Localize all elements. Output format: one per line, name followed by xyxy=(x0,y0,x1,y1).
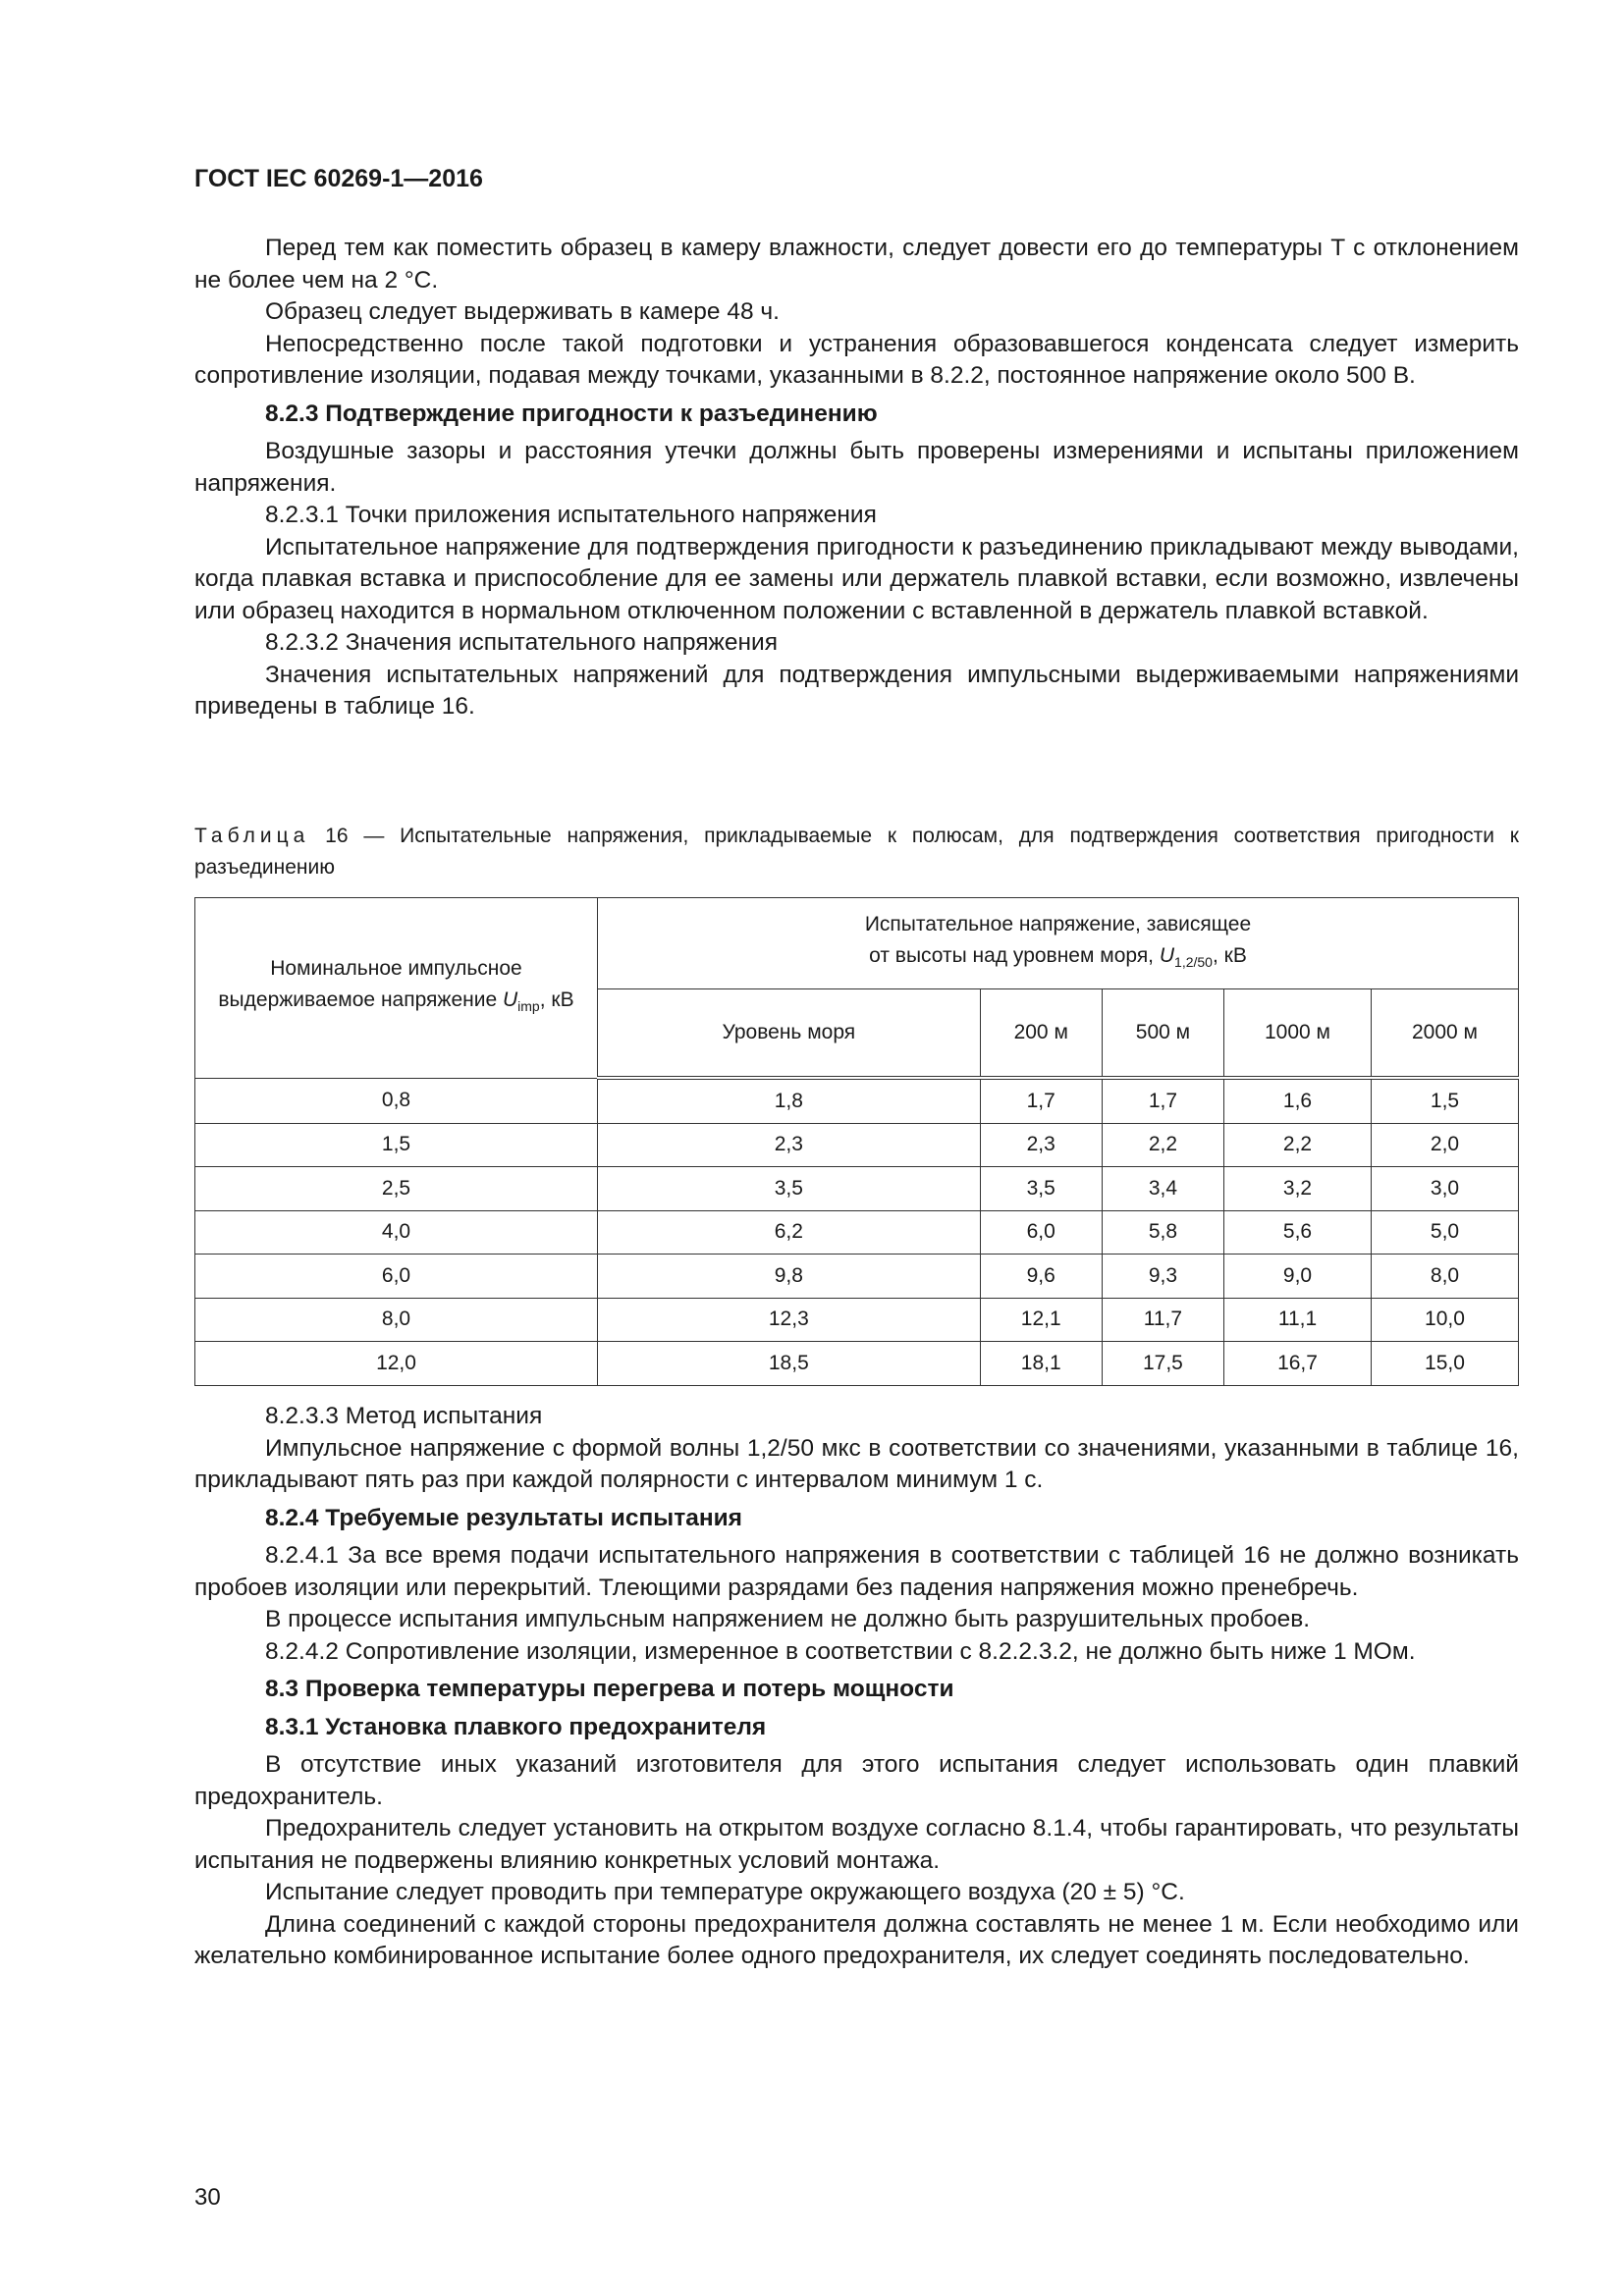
test-voltage-cell: 9,6 xyxy=(980,1255,1102,1299)
nominal-voltage-cell: 6,0 xyxy=(195,1255,598,1299)
column-header: 200 м xyxy=(980,989,1102,1079)
paragraph: Предохранитель следует установить на открытом воздухе согласно 8.1.4, чтобы гарантировать, что результаты испытания не подвержены влиянию конкретных условий монтажа. xyxy=(194,1815,1519,1874)
test-voltage-cell: 3,5 xyxy=(980,1167,1102,1211)
col0-header: Номинальное импульсное выдерживаемое напряжение $U_{imp}$, кВ xyxy=(195,898,598,1079)
nominal-voltage-cell: 4,0 xyxy=(195,1210,598,1255)
test-voltage-cell: 3,5 xyxy=(598,1167,981,1211)
paragraph: Длина соединений с каждой стороны предохранителя должна составлять не менее 1 м. Если необходимо или желательно комбинированное испытание более одного предохранителя, их следует соединять последовательно. xyxy=(194,1910,1519,1969)
nominal-voltage-cell: 12,0 xyxy=(195,1342,598,1386)
test-voltage-cell: 8,0 xyxy=(1371,1255,1518,1299)
table-row xyxy=(195,1342,1519,1386)
paragraph: Воздушные зазоры и расстояния утечки должны быть проверены измерениями и испытаны приложением напряжения. xyxy=(194,438,1519,497)
section-heading: 8.3.1 Установка плавкого предохранителя xyxy=(265,1713,767,1740)
paragraph: Образец следует выдерживать в камере 48 ч. xyxy=(265,298,780,325)
test-voltage-cell: 9,0 xyxy=(1224,1255,1372,1299)
nominal-voltage-cell: 1,5 xyxy=(195,1123,598,1167)
test-voltage-cell: 1,7 xyxy=(980,1078,1102,1123)
nominal-voltage-cell: 8,0 xyxy=(195,1298,598,1342)
column-header: Уровень моря xyxy=(598,989,981,1079)
test-voltage-cell: 2,3 xyxy=(598,1123,981,1167)
paragraph: Непосредственно после такой подготовки и устранения образовавшегося конденсата следует измерить сопротивление изоляции, подавая между точками, указанными в 8.2.2, постоянное напряжение около 500 В. xyxy=(194,330,1519,389)
group-header: Испытательное напряжение, зависящее от высоты над уровнем моря, $U_{1,2/50}$, кВ xyxy=(598,898,1519,989)
test-voltage-cell: 12,3 xyxy=(598,1298,981,1342)
table-caption xyxy=(194,821,1519,883)
test-voltage-cell: 3,2 xyxy=(1224,1167,1372,1211)
paragraph: 8.2.4.1 За все время подачи испытательного напряжения в соответствии с таблицей 16 не должно возникать пробоев изоляции или перекрытий. Тлеющими разрядами без падения напряжения можно пренебречь. xyxy=(194,1542,1519,1601)
section-heading: 8.2.3 Подтверждение пригодности к разъединению xyxy=(265,400,878,427)
test-voltage-cell: 1,8 xyxy=(598,1078,981,1123)
paragraph: 8.2.3.3 Метод испытания xyxy=(265,1403,543,1429)
paragraph: Импульсное напряжение с формой волны 1,2/50 мкс в соответствии со значениями, указанными в таблице 16, прикладывают пять раз при каждой полярности с интервалом минимум 1 с. xyxy=(194,1434,1519,1493)
section-heading: 8.2.4 Требуемые результаты испытания xyxy=(265,1504,742,1531)
test-voltage-cell: 6,2 xyxy=(598,1210,981,1255)
test-voltage-cell: 17,5 xyxy=(1102,1342,1223,1386)
table-row xyxy=(195,1078,1519,1123)
paragraph: 8.2.4.2 Сопротивление изоляции, измеренное в соответствии с 8.2.2.3.2, не должно быть ниже 1 МОм. xyxy=(265,1637,1416,1665)
test-voltage-cell: 18,5 xyxy=(598,1342,981,1386)
caption-label: Таблица xyxy=(194,825,310,847)
test-voltage-cell: 1,7 xyxy=(1102,1078,1223,1123)
top-text-block xyxy=(194,233,1519,723)
test-voltage-cell: 18,1 xyxy=(980,1342,1102,1386)
test-voltage-cell: 3,4 xyxy=(1102,1167,1223,1211)
paragraph: 8.2.3.1 Точки приложения испытательного напряжения xyxy=(265,502,877,528)
column-header: 500 м xyxy=(1102,989,1223,1079)
table-row xyxy=(195,1255,1519,1299)
test-voltage-cell: 9,3 xyxy=(1102,1255,1223,1299)
paragraph: В отсутствие иных указаний изготовителя для этого испытания следует использовать один плавкий предохранитель. xyxy=(194,1751,1519,1810)
test-voltage-table xyxy=(194,897,1519,1386)
table-row xyxy=(195,1123,1519,1167)
table-row xyxy=(195,1210,1519,1255)
test-voltage-cell: 11,1 xyxy=(1224,1298,1372,1342)
test-voltage-cell: 1,6 xyxy=(1224,1078,1372,1123)
column-header: 1000 м xyxy=(1224,989,1372,1079)
test-voltage-cell: 9,8 xyxy=(598,1255,981,1299)
column-header: 2000 м xyxy=(1371,989,1518,1079)
nominal-voltage-cell: 2,5 xyxy=(195,1167,598,1211)
caption-text: 16 — Испытательные напряжения, прикладываемые к полюсам, для подтверждения соответствия пригодности к разъединению xyxy=(194,825,1519,879)
page-number: 30 xyxy=(194,2184,221,2211)
bottom-text-block xyxy=(194,1401,1519,1973)
paragraph: Испытание следует проводить при температуре окружающего воздуха (20 ± 5) °C. xyxy=(265,1879,1185,1905)
test-voltage-cell: 5,0 xyxy=(1371,1210,1518,1255)
paragraph: В процессе испытания импульсным напряжением не должно быть разрушительных пробоев. xyxy=(265,1606,1311,1632)
test-voltage-cell: 2,0 xyxy=(1371,1123,1518,1167)
test-voltage-cell: 2,3 xyxy=(980,1123,1102,1167)
paragraph: Перед тем как поместить образец в камеру влажности, следует довести его до температуры T с отклонением не более чем на 2 °C. xyxy=(194,235,1519,294)
test-voltage-cell: 12,1 xyxy=(980,1298,1102,1342)
table-row xyxy=(195,1298,1519,1342)
test-voltage-cell: 16,7 xyxy=(1224,1342,1372,1386)
paragraph: 8.2.3.2 Значения испытательного напряжения xyxy=(265,629,779,656)
table-row xyxy=(195,1167,1519,1211)
test-voltage-cell: 15,0 xyxy=(1371,1342,1518,1386)
test-voltage-cell: 10,0 xyxy=(1371,1298,1518,1342)
test-voltage-cell: 2,2 xyxy=(1224,1123,1372,1167)
test-voltage-cell: 1,5 xyxy=(1371,1078,1518,1123)
document-header: ГОСТ IEC 60269-1—2016 xyxy=(194,165,483,192)
nominal-voltage-cell: 0,8 xyxy=(195,1078,598,1123)
test-voltage-cell: 5,6 xyxy=(1224,1210,1372,1255)
test-voltage-cell: 6,0 xyxy=(980,1210,1102,1255)
test-voltage-cell: 3,0 xyxy=(1371,1167,1518,1211)
paragraph: Значения испытательных напряжений для подтверждения импульсными выдерживаемыми напряжениями приведены в таблице 16. xyxy=(194,661,1519,720)
paragraph: Испытательное напряжение для подтверждения пригодности к разъединению прикладывают между выводами, когда плавкая вставка и приспособление для ее замены или держатель плавкой вставки, если возможно, извлечены или образец находится в нормальном отключенном положении с вставленной в держатель плавкой вставкой. xyxy=(194,533,1519,624)
section-heading: 8.3 Проверка температуры перегрева и потерь мощности xyxy=(265,1676,954,1702)
test-voltage-cell: 2,2 xyxy=(1102,1123,1223,1167)
test-voltage-cell: 5,8 xyxy=(1102,1210,1223,1255)
test-voltage-cell: 11,7 xyxy=(1102,1298,1223,1342)
